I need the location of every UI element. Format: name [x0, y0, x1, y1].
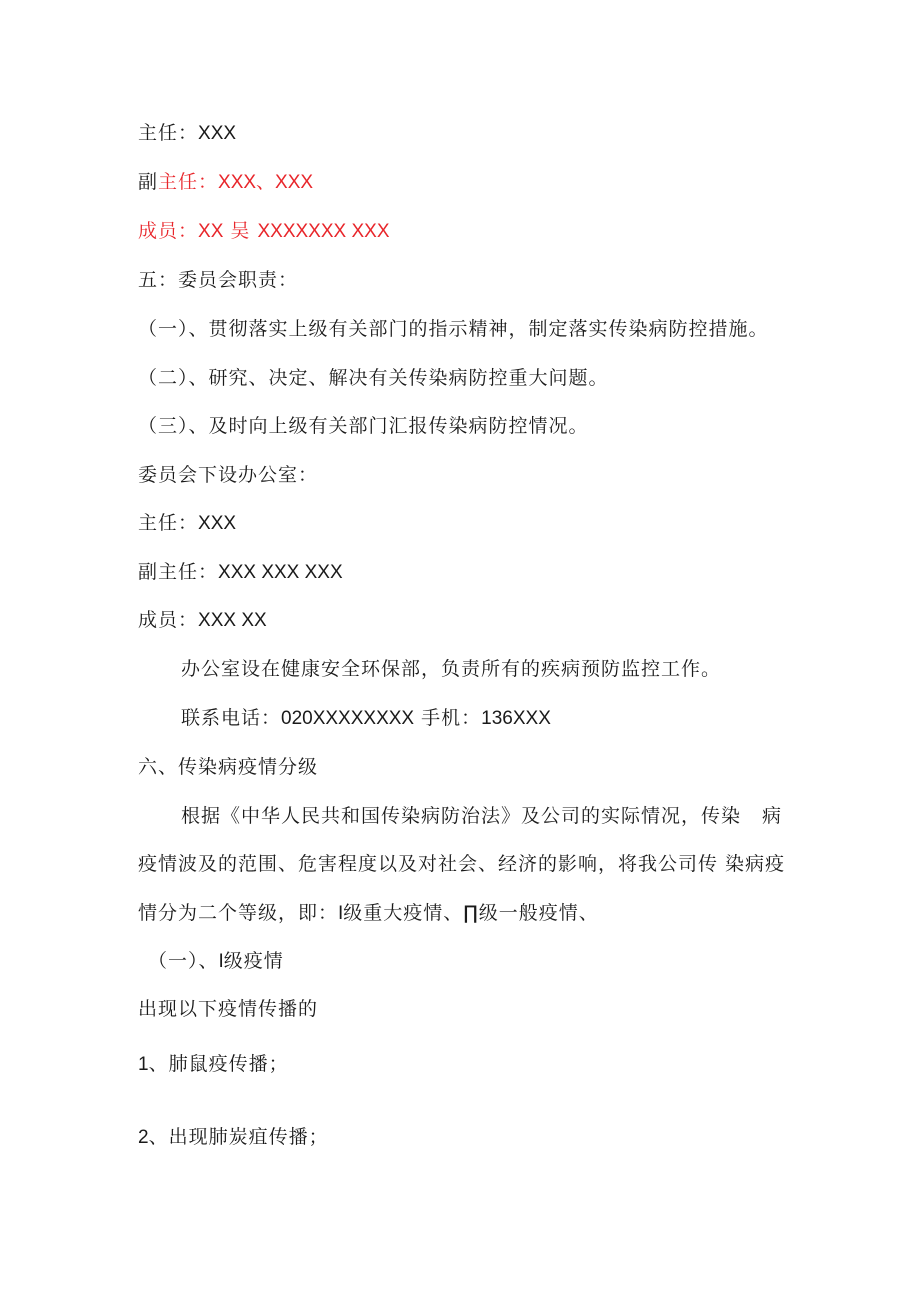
list-item-number: 2 [138, 1127, 149, 1148]
office-director-label: 主任： [138, 512, 199, 534]
office-members-line [138, 608, 267, 633]
para-line-2: 疫情波及的范围、危害程度以及对社会、经济的影响，将我公司传 染病疫 [138, 853, 786, 875]
list-item-number: 1 [138, 1054, 149, 1075]
top-director-line [138, 121, 236, 146]
office-deputy-label: 副主任： [138, 561, 219, 583]
list-item-text: 、出现肺炭疽传播； [148, 1126, 329, 1148]
duty-item-1: （一）、贯彻落实上级有关部门的指示精神，制定落实传染病防控措施。 [138, 318, 769, 340]
top-members-label: 成员： [138, 220, 199, 242]
top-deputy-label-prefix: 副 [138, 171, 159, 193]
duty-item-3: （三）、及时向上级有关部门汇报传染病防控情况。 [138, 415, 589, 437]
para-line-3-c: 级重大疫情、 [343, 902, 464, 924]
contact-phone: 020XXXXXXXX [281, 708, 415, 729]
contact-mobile: 136XXX [481, 708, 551, 729]
sub-heading-prefix: （一）、 [148, 950, 219, 972]
top-members-value-3: XXXXXXX XXX [257, 221, 390, 242]
top-members-value-1: XX [198, 221, 224, 242]
list-item-text: 、肺鼠疫传播； [148, 1053, 289, 1075]
duty-item-2: （二）、研究、决定、解决有关传染病防控重大问题。 [138, 367, 609, 389]
section6-heading: 六、传染病疫情分级 [138, 756, 319, 778]
office-director-line [138, 511, 236, 536]
para-line-1 [181, 804, 741, 828]
para-line-1-main: 根据《中华人民共和国传染病防治法》及公司的实际情况，传染 [181, 805, 742, 827]
office-members-label: 成员： [138, 609, 199, 631]
top-director-value: XXX [198, 123, 237, 144]
office-heading: 委员会下设办公室： [138, 464, 319, 486]
top-members-value-2: 吴 [230, 220, 251, 242]
para-line-3-e: 级一般疫情、 [478, 902, 599, 924]
sub-heading-roman: I [218, 951, 224, 972]
office-deputy-line [138, 560, 343, 585]
list-item [138, 1052, 289, 1077]
section5-heading: 五：委员会职责： [138, 269, 299, 291]
para-line-3 [138, 901, 599, 926]
top-director-label: 主任： [138, 122, 199, 144]
office-director-value: XXX [198, 513, 237, 534]
contact-mobile-label: 手机： [421, 707, 482, 729]
list-item [138, 1125, 329, 1150]
sub-heading-level1 [148, 949, 284, 974]
para-line-1-end: 病 [762, 805, 783, 827]
top-deputy-label: 主任： [158, 171, 219, 193]
office-members-value: XXX XX [198, 610, 267, 631]
para-line-3-level1: I [338, 903, 344, 924]
office-contact-line [181, 706, 551, 731]
office-location: 办公室设在健康安全环保部，负责所有的疾病预防监控工作。 [181, 658, 722, 680]
top-deputy-line [138, 170, 313, 195]
office-deputy-value: XXX XXX XXX [218, 562, 343, 583]
top-deputy-value: XXX、XXX [218, 172, 314, 193]
sub-heading-text: 级疫情 [223, 950, 284, 972]
top-members-line [138, 219, 390, 244]
contact-phone-label: 联系电话： [181, 707, 282, 729]
intro-line: 出现以下疫情传播的 [138, 998, 319, 1020]
para-line-3-level2: ∏ [463, 902, 479, 924]
para-line-3-a: 情分为二个等级，即： [138, 902, 339, 924]
